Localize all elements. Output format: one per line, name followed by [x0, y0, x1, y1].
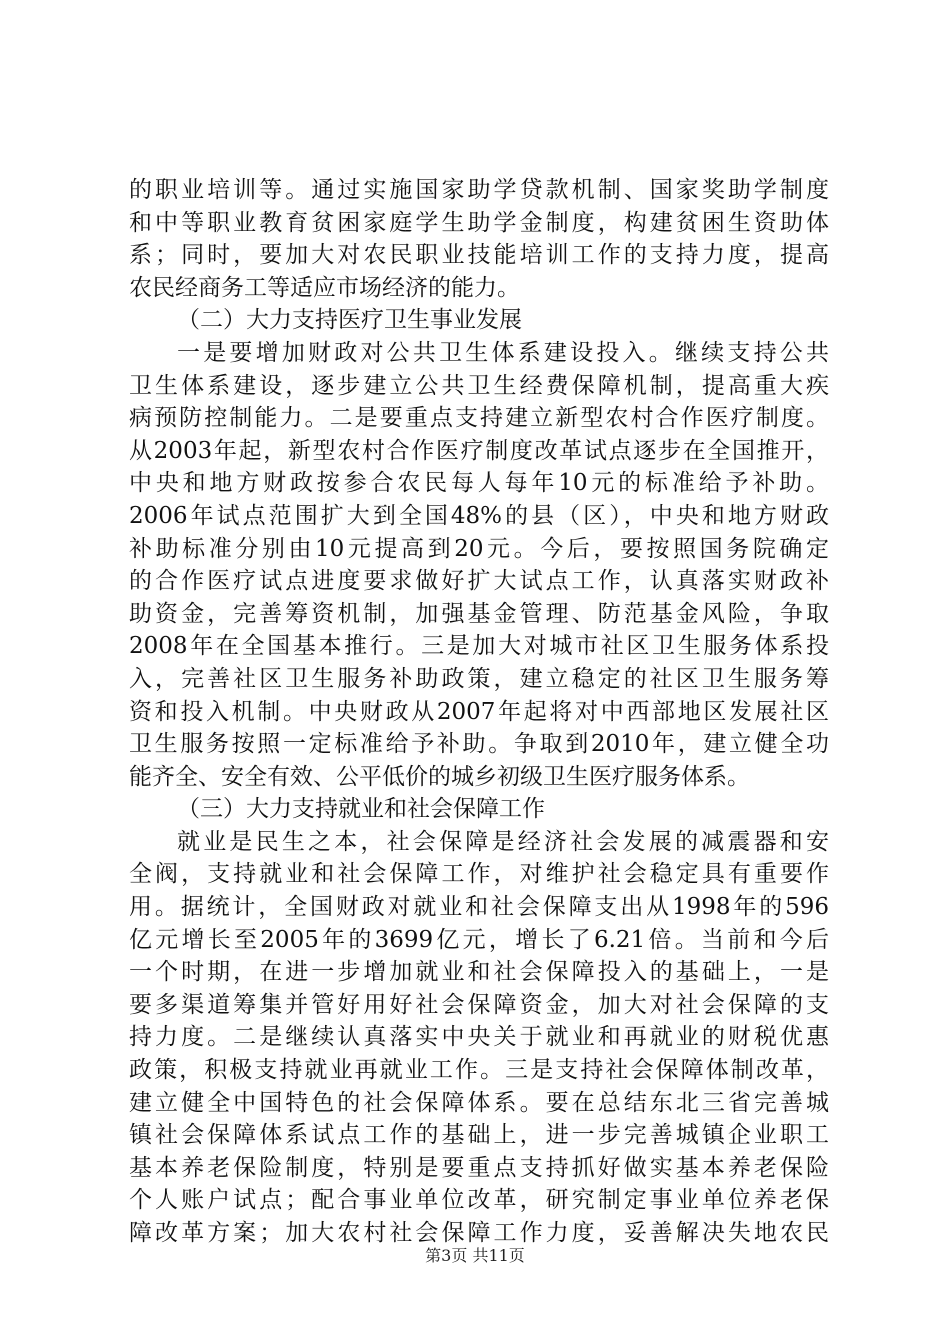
text-line: 镇社会保障体系试点工作的基础上，进一步完善城镇企业职工 [129, 1122, 829, 1149]
text-line: 建立健全中国特色的社会保障体系。要在总结东北三省完善城 [129, 1089, 829, 1116]
text-line: 的职业培训等。通过实施国家助学贷款机制、国家奖助学制度 [129, 177, 829, 203]
text-line: 中央和地方财政按参合农民每人每年10元的标准给予补助。 [129, 470, 829, 497]
text-line: 能齐全、安全有效、公平低价的城乡初级卫生医疗服务体系。 [129, 763, 750, 790]
text-line: 资和投入机制。中央财政从2007年起将对中西部地区发展社区 [129, 698, 829, 725]
text-line: 2006年试点范围扩大到全国48%的县（区），中央和地方财政 [129, 502, 829, 529]
text-line: 基本养老保险制度，特别是要重点支持抓好做实基本养老保险 [129, 1154, 829, 1181]
text-line: 2008年在全国基本推行。三是加大对城市社区卫生服务体系投 [129, 633, 829, 660]
text-line: 入，完善社区卫生服务补助政策，建立稳定的社区卫生服务筹 [129, 665, 829, 692]
text-line: 病预防控制能力。二是要重点支持建立新型农村合作医疗制度。 [129, 405, 829, 432]
text-line: 和中等职业教育贫困家庭学生助学金制度，构建贫困生资助体 [129, 209, 829, 236]
text-line: 亿元增长至2005年的3699亿元，增长了6.21倍。当前和今后 [129, 926, 829, 953]
text-line: 系；同时，要加大对农民职业技能培训工作的支持力度，提高 [129, 242, 829, 269]
text-line: 要多渠道筹集并管好用好社会保障资金，加大对社会保障的支 [129, 991, 829, 1018]
text-line: 助资金，完善筹资机制，加强基金管理、防范基金风险，争取 [129, 600, 829, 627]
section-heading: （三）大力支持就业和社会保障工作 [177, 796, 545, 823]
page-number-footer: 第3页 共11页 [425, 1246, 525, 1265]
text-line: 补助标准分别由10元提高到20元。今后，要按照国务院确定 [129, 535, 829, 562]
text-line: 从2003年起，新型农村合作医疗制度改革试点逐步在全国推开， [129, 437, 829, 464]
text-line: 卫生体系建设，逐步建立公共卫生经费保障机制，提高重大疾 [129, 372, 829, 399]
text-line: 一个时期，在进一步增加就业和社会保障投入的基础上，一是 [129, 959, 829, 986]
text-line: 一是要增加财政对公共卫生体系建设投入。继续支持公共 [177, 339, 829, 366]
text-line: 卫生服务按照一定标准给予补助。争取到2010年，建立健全功 [129, 731, 829, 758]
text-line: 用。据统计，全国财政对就业和社会保障支出从1998年的596 [129, 894, 829, 921]
text-line: 持力度。二是继续认真落实中央关于就业和再就业的财税优惠 [129, 1024, 829, 1051]
text-line: 农民经商务工等适应市场经济的能力。 [129, 274, 520, 301]
text-line: 就业是民生之本，社会保障是经济社会发展的减震器和安 [177, 828, 829, 855]
body-text [129, 174, 829, 1250]
text-line: 的合作医疗试点进度要求做好扩大试点工作，认真落实财政补 [129, 568, 829, 595]
text-line: 全阀，支持就业和社会保障工作，对维护社会稳定具有重要作 [129, 861, 829, 888]
section-heading: （二）大力支持医疗卫生事业发展 [177, 307, 522, 334]
text-line: 个人账户试点；配合事业单位改革，研究制定事业单位养老保 [129, 1187, 829, 1214]
text-line: 障改革方案；加大农村社会保障工作力度，妥善解决失地农民 [129, 1220, 829, 1246]
text-line: 政策，积极支持就业再就业工作。三是支持社会保障体制改革， [129, 1057, 829, 1084]
